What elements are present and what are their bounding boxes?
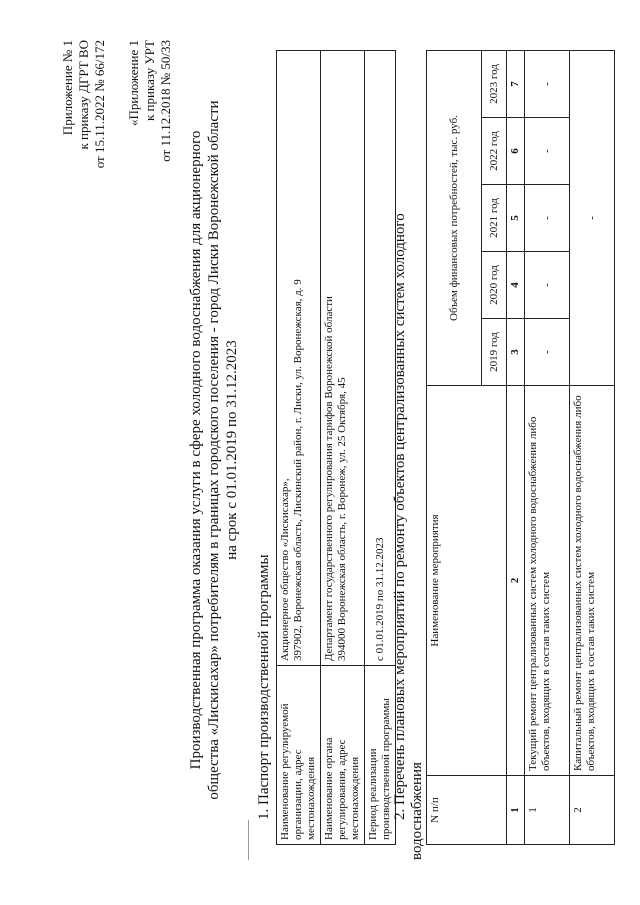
passport-value — [321, 51, 365, 666]
section2-heading: 2. Перечень плановых мероприятий по ремонту объектов централизованных систем холодного — [392, 213, 408, 820]
passport-value-line: Департамент государственного регулирования тарифов Воронежской области — [323, 296, 335, 661]
passport-label: Наименование органа регулирования, адрес местонахождения — [321, 666, 365, 845]
index-cell: 6 — [507, 118, 525, 185]
passport-value — [365, 51, 396, 666]
table-row — [365, 51, 396, 845]
row-value: - — [525, 185, 570, 252]
scan-mark — [248, 820, 249, 860]
passport-table — [276, 50, 396, 845]
index-cell: 2 — [507, 386, 525, 776]
row-value: - — [525, 319, 570, 386]
col-header-year: 2023 год — [482, 51, 507, 118]
appendix-line-4: «Приложение 1 — [126, 40, 141, 127]
passport-label: Период реализации производственной программы — [365, 666, 396, 845]
col-header-year: 2020 год — [482, 252, 507, 319]
table-row — [321, 51, 365, 845]
index-cell: 7 — [507, 51, 525, 118]
row-num: 2 — [570, 776, 615, 845]
appendix-line-6: от 11.12.2018 № 50/33 — [158, 40, 173, 162]
section2-heading-continued: водоснабжения — [409, 762, 425, 860]
passport-value-line: 394000 Воронежская область, г. Воронеж, ул. 25 Октября, 45 — [336, 377, 348, 661]
row-value-merged: - — [570, 51, 615, 386]
document-title-line-2: общества «Лискисахар» потребителям в границах городского поселения - город Лиски Воронежской области — [206, 100, 222, 800]
passport-value-line: 397902, Воронежская область, Лискинский район, г. Лиски, ул. Воронежская, д. 9 — [292, 279, 304, 661]
passport-value-line: с 01.01.2019 по 31.12.2023 — [373, 537, 386, 661]
index-cell: 4 — [507, 252, 525, 319]
table-row — [570, 51, 615, 845]
col-header-financing: Объем финансовых потребностей, тыс. руб. — [427, 51, 482, 386]
section1-heading: 1. Паспорт производственной программы — [256, 554, 272, 820]
appendix-line-2: к приказу ДГРТ ВО — [76, 40, 91, 150]
table-row — [525, 51, 570, 845]
passport-label: Наименование регулируемой организации, адрес местонахождения — [277, 666, 321, 845]
row-name: Капитальный ремонт централизованных систем холодного водоснабжения либо объектов, входящих в состав таких систем — [570, 386, 615, 776]
col-header-year: 2022 год — [482, 118, 507, 185]
appendix-line-3: от 15.11.2022 № 66/172 — [92, 40, 107, 169]
table-header-row — [427, 51, 482, 845]
row-name: Текущий ремонт централизованных систем холодного водоснабжения либо объектов, входящих в состав таких систем — [525, 386, 570, 776]
col-header-year: 2021 год — [482, 185, 507, 252]
row-value: - — [525, 118, 570, 185]
index-cell: 1 — [507, 776, 525, 845]
col-header-year: 2019 год — [482, 319, 507, 386]
row-value: - — [525, 51, 570, 118]
table-index-row — [507, 51, 525, 845]
index-cell: 5 — [507, 185, 525, 252]
rotated-document-page — [20, 20, 620, 880]
row-num: 1 — [525, 776, 570, 845]
appendix-line-1: Приложение № 1 — [60, 40, 75, 136]
col-header-num: N п/п — [427, 776, 507, 845]
document-title-line-3: на срок с 01.01.2019 по 31.12.2023 — [224, 340, 240, 560]
repair-plan-table — [426, 50, 615, 845]
table-row — [277, 51, 321, 845]
passport-value — [277, 51, 321, 666]
index-cell: 3 — [507, 319, 525, 386]
passport-value-line: Акционерное общество «Лискисахар», — [279, 478, 291, 661]
document-title-line-1: Производственная программа оказания услуги в сфере холодного водоснабжения для акционерного — [188, 130, 204, 770]
appendix-line-5: к приказу УРТ — [142, 40, 157, 122]
row-value: - — [525, 252, 570, 319]
col-header-name: Наименование мероприятия — [427, 386, 507, 776]
